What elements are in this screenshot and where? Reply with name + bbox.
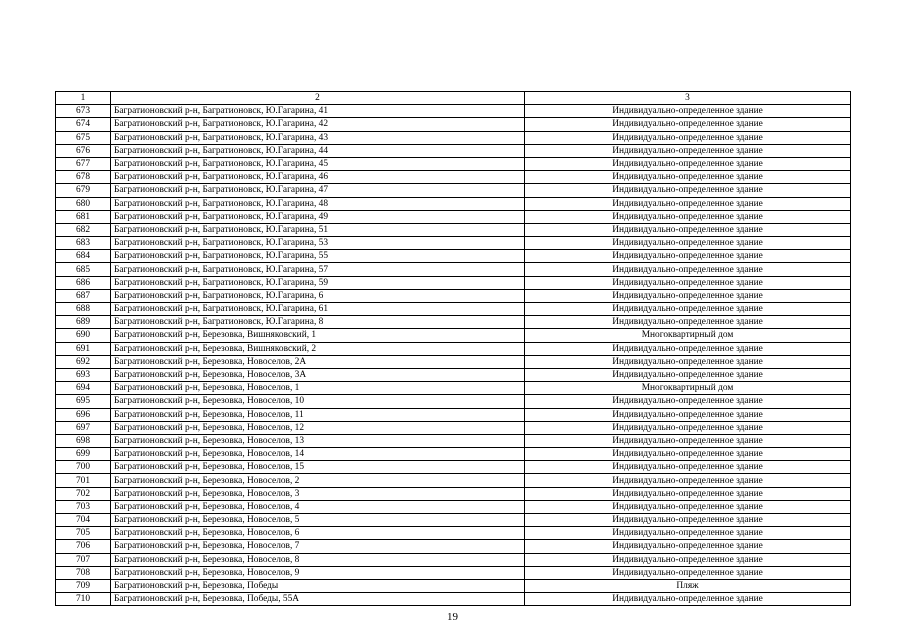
table-row: [56, 157, 851, 170]
row-number: 674: [56, 118, 111, 131]
row-address: Багратионовский р-н, Багратионовск, Ю.Гагарина, 45: [111, 157, 525, 170]
row-address: Багратионовский р-н, Березовка, Новоселов, 1: [111, 382, 525, 395]
row-address: Багратионовский р-н, Березовка, Новоселов, 2А: [111, 355, 525, 368]
table-row: [56, 553, 851, 566]
table-row: [56, 421, 851, 434]
table-row: [56, 408, 851, 421]
row-address: Багратионовский р-н, Березовка, Вишняковский, 1: [111, 329, 525, 342]
table-row: [56, 263, 851, 276]
table-row: [56, 342, 851, 355]
row-object-type: Индивидуально-определенное здание: [525, 316, 851, 329]
table-row: [56, 500, 851, 513]
row-number: 681: [56, 210, 111, 223]
table-row: [56, 250, 851, 263]
row-object-type: Индивидуально-определенное здание: [525, 514, 851, 527]
row-object-type: Индивидуально-определенное здание: [525, 223, 851, 236]
row-address: Багратионовский р-н, Багратионовск, Ю.Гагарина, 61: [111, 303, 525, 316]
row-object-type: Индивидуально-определенное здание: [525, 144, 851, 157]
row-object-type: Индивидуально-определенное здание: [525, 434, 851, 447]
row-address: Багратионовский р-н, Багратионовск, Ю.Гагарина, 6: [111, 289, 525, 302]
row-object-type: Индивидуально-определенное здание: [525, 527, 851, 540]
table-row: [56, 105, 851, 118]
row-object-type: Индивидуально-определенное здание: [525, 421, 851, 434]
row-address: Багратионовский р-н, Березовка, Новоселов, 8: [111, 553, 525, 566]
row-number: 708: [56, 566, 111, 579]
row-number: 702: [56, 487, 111, 500]
row-object-type: Индивидуально-определенное здание: [525, 487, 851, 500]
row-number: 679: [56, 184, 111, 197]
row-object-type: Индивидуально-определенное здание: [525, 118, 851, 131]
row-address: Багратионовский р-н, Багратионовск, Ю.Гагарина, 41: [111, 105, 525, 118]
row-address: Багратионовский р-н, Березовка, Победы, 55А: [111, 593, 525, 606]
table-row: [56, 144, 851, 157]
row-address: Багратионовский р-н, Багратионовск, Ю.Гагарина, 47: [111, 184, 525, 197]
page-number: 19: [447, 611, 458, 623]
row-object-type: Индивидуально-определенное здание: [525, 250, 851, 263]
row-number: 690: [56, 329, 111, 342]
row-number: 688: [56, 303, 111, 316]
row-number: 678: [56, 171, 111, 184]
row-number: 697: [56, 421, 111, 434]
row-address: Багратионовский р-н, Березовка, Новоселов, 2: [111, 474, 525, 487]
row-object-type: Индивидуально-определенное здание: [525, 368, 851, 381]
table-row: [56, 579, 851, 592]
row-object-type: Индивидуально-определенное здание: [525, 105, 851, 118]
row-address: Багратионовский р-н, Березовка, Новоселов, 12: [111, 421, 525, 434]
row-number: 686: [56, 276, 111, 289]
row-address: Багратионовский р-н, Багратионовск, Ю.Гагарина, 48: [111, 197, 525, 210]
row-object-type: Индивидуально-определенное здание: [525, 171, 851, 184]
row-object-type: Индивидуально-определенное здание: [525, 500, 851, 513]
row-object-type: Индивидуально-определенное здание: [525, 566, 851, 579]
table-row: [56, 448, 851, 461]
row-object-type: Индивидуально-определенное здание: [525, 342, 851, 355]
row-object-type: Индивидуально-определенное здание: [525, 395, 851, 408]
row-number: 700: [56, 461, 111, 474]
row-address: Багратионовский р-н, Березовка, Новоселов, 15: [111, 461, 525, 474]
row-object-type: Индивидуально-определенное здание: [525, 303, 851, 316]
register-table: [55, 91, 851, 606]
row-address: Багратионовский р-н, Березовка, Новоселов, 3А: [111, 368, 525, 381]
row-number: 695: [56, 395, 111, 408]
row-object-type: Индивидуально-определенное здание: [525, 474, 851, 487]
row-address: Багратионовский р-н, Багратионовск, Ю.Гагарина, 57: [111, 263, 525, 276]
row-object-type: Индивидуально-определенное здание: [525, 593, 851, 606]
row-number: 696: [56, 408, 111, 421]
row-address: Багратионовский р-н, Березовка, Новоселов, 3: [111, 487, 525, 500]
row-number: 689: [56, 316, 111, 329]
table-row: [56, 540, 851, 553]
row-number: 673: [56, 105, 111, 118]
row-number: 684: [56, 250, 111, 263]
row-address: Багратионовский р-н, Березовка, Новоселов, 5: [111, 514, 525, 527]
row-address: Багратионовский р-н, Березовка, Новоселов, 4: [111, 500, 525, 513]
table-row: [56, 197, 851, 210]
row-object-type: Индивидуально-определенное здание: [525, 184, 851, 197]
table-row: [56, 210, 851, 223]
row-number: 707: [56, 553, 111, 566]
table-row: [56, 566, 851, 579]
row-address: Багратионовский р-н, Багратионовск, Ю.Гагарина, 43: [111, 131, 525, 144]
row-address: Багратионовский р-н, Березовка, Новоселов, 13: [111, 434, 525, 447]
row-object-type: Индивидуально-определенное здание: [525, 131, 851, 144]
row-address: Багратионовский р-н, Березовка, Новоселов, 6: [111, 527, 525, 540]
table-row: [56, 514, 851, 527]
row-address: Багратионовский р-н, Багратионовск, Ю.Гагарина, 42: [111, 118, 525, 131]
table-row: [56, 355, 851, 368]
row-number: 693: [56, 368, 111, 381]
row-address: Багратионовский р-н, Багратионовск, Ю.Гагарина, 55: [111, 250, 525, 263]
row-object-type: Многоквартирный дом: [525, 382, 851, 395]
row-number: 677: [56, 157, 111, 170]
row-object-type: Индивидуально-определенное здание: [525, 540, 851, 553]
table-row: [56, 237, 851, 250]
row-number: 699: [56, 448, 111, 461]
row-object-type: Индивидуально-определенное здание: [525, 276, 851, 289]
register-table-body: [56, 92, 851, 606]
table-row: [56, 131, 851, 144]
row-number: 683: [56, 237, 111, 250]
table-row: [56, 184, 851, 197]
row-object-type: Индивидуально-определенное здание: [525, 553, 851, 566]
row-address: Багратионовский р-н, Багратионовск, Ю.Гагарина, 59: [111, 276, 525, 289]
table-row: [56, 434, 851, 447]
row-number: 710: [56, 593, 111, 606]
row-address: Багратионовский р-н, Багратионовск, Ю.Гагарина, 49: [111, 210, 525, 223]
row-number: 694: [56, 382, 111, 395]
table-row: [56, 382, 851, 395]
table-row: [56, 368, 851, 381]
row-address: Багратионовский р-н, Березовка, Вишняковский, 2: [111, 342, 525, 355]
row-address: Багратионовский р-н, Березовка, Новоселов, 14: [111, 448, 525, 461]
table-row: [56, 118, 851, 131]
table-row: [56, 487, 851, 500]
table-row: [56, 303, 851, 316]
table-row: [56, 276, 851, 289]
table-row: [56, 329, 851, 342]
table-row: [56, 171, 851, 184]
row-address: Багратионовский р-н, Багратионовск, Ю.Гагарина, 46: [111, 171, 525, 184]
row-address: Багратионовский р-н, Багратионовск, Ю.Гагарина, 53: [111, 237, 525, 250]
table-row: [56, 223, 851, 236]
row-number: 691: [56, 342, 111, 355]
row-object-type: Индивидуально-определенное здание: [525, 461, 851, 474]
table-row: [56, 593, 851, 606]
table-row: [56, 316, 851, 329]
row-number: 703: [56, 500, 111, 513]
table-row: [56, 395, 851, 408]
row-object-type: Индивидуально-определенное здание: [525, 448, 851, 461]
row-address: Багратионовский р-н, Багратионовск, Ю.Гагарина, 8: [111, 316, 525, 329]
row-object-type: Индивидуально-определенное здание: [525, 237, 851, 250]
row-number: 675: [56, 131, 111, 144]
row-object-type: Индивидуально-определенное здание: [525, 197, 851, 210]
row-number: 709: [56, 579, 111, 592]
row-number: 698: [56, 434, 111, 447]
column-header-3: 3: [525, 92, 851, 105]
column-header-1: 1: [56, 92, 111, 105]
table-row: [56, 461, 851, 474]
row-address: Багратионовский р-н, Багратионовск, Ю.Гагарина, 44: [111, 144, 525, 157]
row-object-type: Индивидуально-определенное здание: [525, 355, 851, 368]
table-row: [56, 527, 851, 540]
row-number: 685: [56, 263, 111, 276]
column-header-2: 2: [111, 92, 525, 105]
row-object-type: Индивидуально-определенное здание: [525, 157, 851, 170]
row-number: 705: [56, 527, 111, 540]
row-object-type: Индивидуально-определенное здание: [525, 408, 851, 421]
row-number: 687: [56, 289, 111, 302]
row-address: Багратионовский р-н, Багратионовск, Ю.Гагарина, 51: [111, 223, 525, 236]
row-number: 676: [56, 144, 111, 157]
row-address: Багратионовский р-н, Березовка, Новоселов, 7: [111, 540, 525, 553]
row-object-type: Индивидуально-определенное здание: [525, 210, 851, 223]
row-object-type: Многоквартирный дом: [525, 329, 851, 342]
table-row: [56, 474, 851, 487]
row-number: 706: [56, 540, 111, 553]
header-row: [56, 92, 851, 105]
row-address: Багратионовский р-н, Березовка, Новоселов, 10: [111, 395, 525, 408]
row-number: 692: [56, 355, 111, 368]
row-address: Багратионовский р-н, Березовка, Новоселов, 11: [111, 408, 525, 421]
row-number: 680: [56, 197, 111, 210]
row-object-type: Индивидуально-определенное здание: [525, 263, 851, 276]
row-object-type: Индивидуально-определенное здание: [525, 289, 851, 302]
table-row: [56, 289, 851, 302]
row-number: 701: [56, 474, 111, 487]
row-object-type: Пляж: [525, 579, 851, 592]
row-number: 704: [56, 514, 111, 527]
row-address: Багратионовский р-н, Березовка, Победы: [111, 579, 525, 592]
row-address: Багратионовский р-н, Березовка, Новоселов, 9: [111, 566, 525, 579]
row-number: 682: [56, 223, 111, 236]
